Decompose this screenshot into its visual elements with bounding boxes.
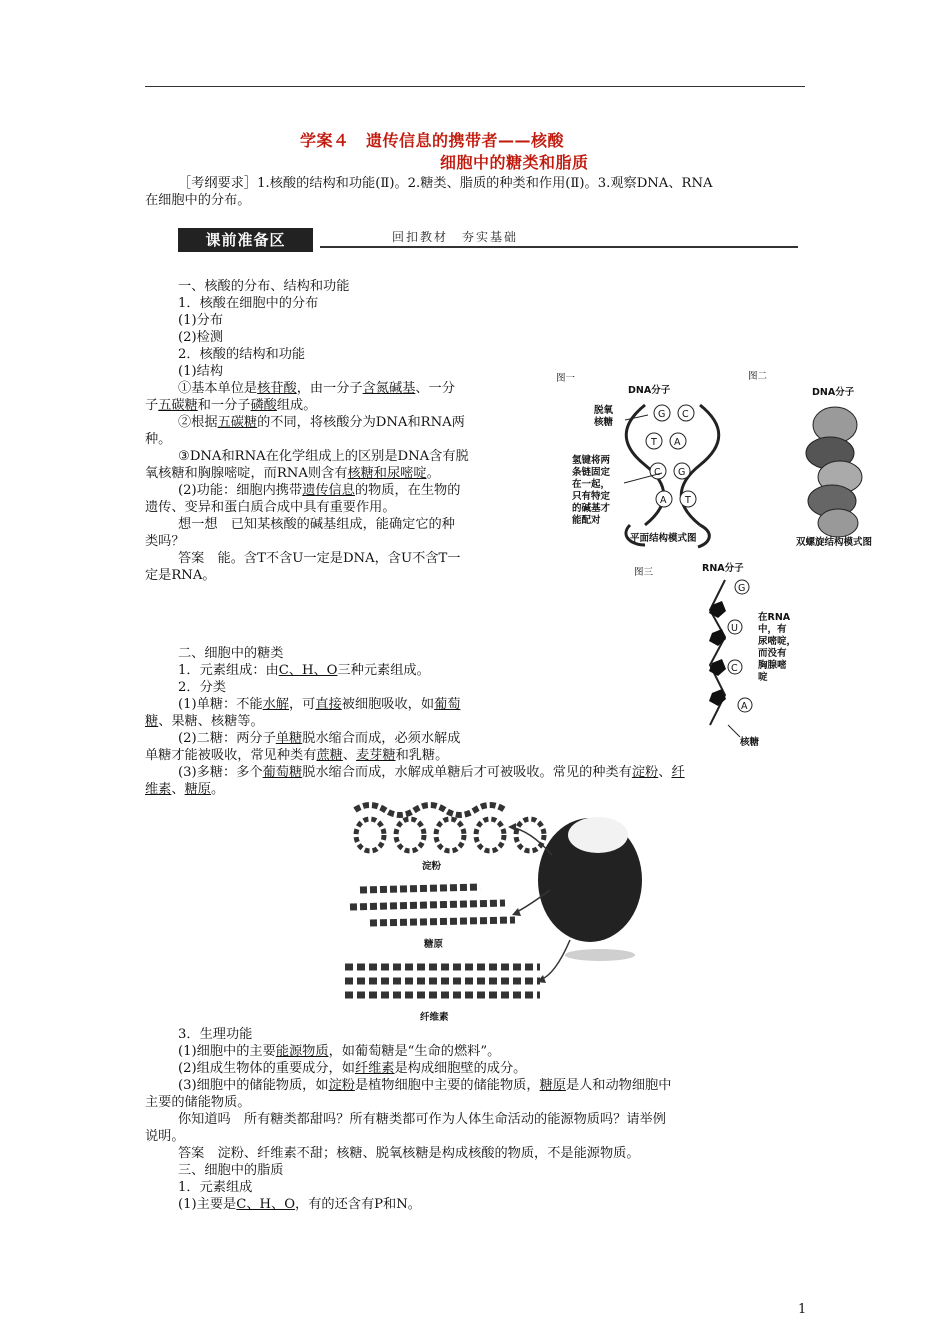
- text-line: ②根据五碳糖的不同，将核酸分为DNA和RNA两: [178, 415, 465, 430]
- text-line: 单糖才能被吸收，常见种类有蔗糖、麦芽糖和乳糖。: [145, 748, 449, 763]
- text-line: (1)主要是C、H、O，有的还含有P和N。: [178, 1197, 421, 1212]
- base-T: T: [651, 437, 657, 448]
- hbond-note: 能配对: [572, 515, 601, 526]
- rna-note: 中，有: [758, 624, 787, 635]
- food-photo: [538, 817, 642, 961]
- nucleic-acid-figure: [550, 365, 905, 750]
- hbond-note: 在一起，: [572, 479, 611, 490]
- text-line: (2)二糖：两分子单糖脱水缩合而成，必须水解成: [178, 731, 461, 746]
- dna-label-2: DNA分子: [812, 387, 855, 398]
- text-line: (1)结构: [178, 364, 224, 379]
- section-heading: 二、细胞中的糖类: [178, 646, 284, 661]
- page-subtitle: 细胞中的糖类和脂质: [440, 153, 589, 172]
- caption-plane: 平面结构模式图: [630, 533, 697, 544]
- dna-label: DNA分子: [628, 385, 671, 396]
- text-line: (3)多糖：多个葡萄糖脱水缩合而成，水解成单糖后才可被吸收。常见的种类有淀粉、纤: [178, 765, 685, 780]
- text-line: 氧核糖和胸腺嘧啶，而RNA则含有核糖和尿嘧啶。: [145, 466, 440, 481]
- fig2-label: 图二: [748, 371, 768, 382]
- base-G: G: [658, 409, 666, 420]
- text-line: (1)细胞中的主要能源物质，如葡萄糖是“生命的燃料”。: [178, 1044, 501, 1059]
- text-line: 说明。: [145, 1129, 185, 1144]
- text-line: (3)细胞中的储能物质，如淀粉是植物细胞中主要的储能物质，糖原是人和动物细胞中: [178, 1078, 672, 1093]
- rna-note: 啶: [758, 672, 768, 683]
- answer: 答案 淀粉、纤维素不甜；核糖、脱氧核糖是构成核酸的物质，不是能源物质。: [178, 1146, 640, 1161]
- hbond-note: 的碱基才: [572, 503, 611, 514]
- subheading: 3．生理功能: [178, 1027, 253, 1042]
- base-G: G: [678, 467, 686, 478]
- text-line: 定是RNA。: [145, 568, 216, 583]
- rna-base-C: C: [731, 663, 738, 674]
- caption-helix: 双螺旋结构模式图: [796, 537, 873, 548]
- rna-label: RNA分子: [702, 563, 744, 574]
- subheading: 1．核酸在细胞中的分布: [178, 296, 319, 311]
- section-heading: 三、细胞中的脂质: [178, 1163, 284, 1178]
- rna-base-G: G: [738, 583, 746, 594]
- page-title: 学案４ 遗传信息的携带者——核酸: [300, 131, 565, 150]
- think-question: 想一想 已知某核酸的碱基组成，能确定它的种: [178, 517, 455, 532]
- section-banner: [178, 228, 798, 252]
- deoxyribose-label: 核糖: [594, 417, 614, 428]
- text-line: (2)检测: [178, 330, 224, 345]
- rna-base-U: U: [731, 623, 738, 634]
- rna-note: 而没有: [758, 648, 787, 659]
- deoxyribose-label: 脱氧: [594, 405, 614, 416]
- base-T: T: [685, 495, 691, 506]
- page-number: 1: [798, 1302, 807, 1317]
- dna-plane-diagram: [624, 405, 719, 547]
- polysaccharide-figure: [340, 795, 650, 1025]
- base-A: A: [674, 437, 681, 448]
- base-C: C: [654, 467, 661, 478]
- text-line: 遗传、变异和蛋白质合成中具有重要作用。: [145, 500, 396, 515]
- starch-label: 淀粉: [422, 861, 442, 872]
- banner-subtitle: 回扣教材 夯实基础: [392, 230, 519, 244]
- text-line: ①基本单位是核苷酸，由一分子含氮碱基、一分: [178, 381, 455, 396]
- subheading: 2．核酸的结构和功能: [178, 347, 306, 362]
- fig1-label: 图一: [556, 373, 576, 384]
- subheading: 1．元素组成: [178, 1180, 253, 1195]
- base-A: A: [660, 495, 667, 506]
- ribose-label: 核糖: [740, 737, 760, 748]
- rna-note: 在RNA: [758, 612, 791, 623]
- text-line: ③DNA和RNA在化学组成上的区别是DNA含有脱: [178, 449, 469, 464]
- exam-requirement: ［考纲要求］1.核酸的结构和功能(Ⅱ)。2.糖类、脂质的种类和作用(Ⅱ)。3.观察DNA、RNA: [178, 176, 713, 191]
- text-line: 1．元素组成：由C、H、O三种元素组成。: [178, 663, 430, 678]
- fig3-label: 图三: [634, 567, 654, 578]
- top-rule: [145, 86, 805, 87]
- text-line: 维素、糖原。: [145, 782, 225, 797]
- hbond-note: 氢键将两: [572, 455, 611, 466]
- answer: 答案 能。含T不含U一定是DNA，含U不含T一: [178, 551, 461, 566]
- glycogen-chains: [350, 887, 515, 923]
- dna-double-helix-model: [806, 407, 862, 537]
- text-line: 子五碳糖和一分子磷酸组成。: [145, 398, 317, 413]
- exam-requirement-cont: 在细胞中的分布。: [145, 193, 251, 208]
- hbond-note: 条链固定: [572, 467, 611, 478]
- glycogen-label: 糖原: [424, 939, 444, 950]
- text-line: (1)单糖：不能水解，可直接被细胞吸收，如葡萄: [178, 697, 461, 712]
- hbond-note: 只有特定: [572, 491, 611, 502]
- banner-rule: [320, 246, 798, 248]
- cellulose-label: 纤维素: [420, 1012, 449, 1023]
- text-line: 糖、果糖、核糖等。: [145, 714, 264, 729]
- banner-label: 课前准备区: [178, 228, 313, 252]
- rna-note: 胸腺嘧: [758, 660, 787, 671]
- did-you-know: 你知道吗 所有糖类都甜吗？所有糖类都可作为人体生命活动的能源物质吗？请举例: [178, 1112, 666, 1127]
- text-line: (2)功能：细胞内携带遗传信息的物质，在生物的: [178, 483, 461, 498]
- subheading: 2．分类: [178, 680, 226, 695]
- text-line: (1)分布: [178, 313, 224, 328]
- section-heading: 一、核酸的分布、结构和功能: [178, 279, 350, 294]
- base-C: C: [682, 409, 689, 420]
- text-line: 类吗？: [145, 534, 185, 549]
- text-line: (2)组成生物体的重要成分，如纤维素是构成细胞壁的成分。: [178, 1061, 527, 1076]
- cellulose-chains: [345, 967, 540, 995]
- text-line: 种。: [145, 432, 172, 447]
- rna-diagram: [709, 580, 752, 737]
- text-line: 主要的储能物质。: [145, 1095, 251, 1110]
- rna-note: 尿嘧啶，: [758, 636, 797, 647]
- rna-base-A: A: [741, 701, 748, 712]
